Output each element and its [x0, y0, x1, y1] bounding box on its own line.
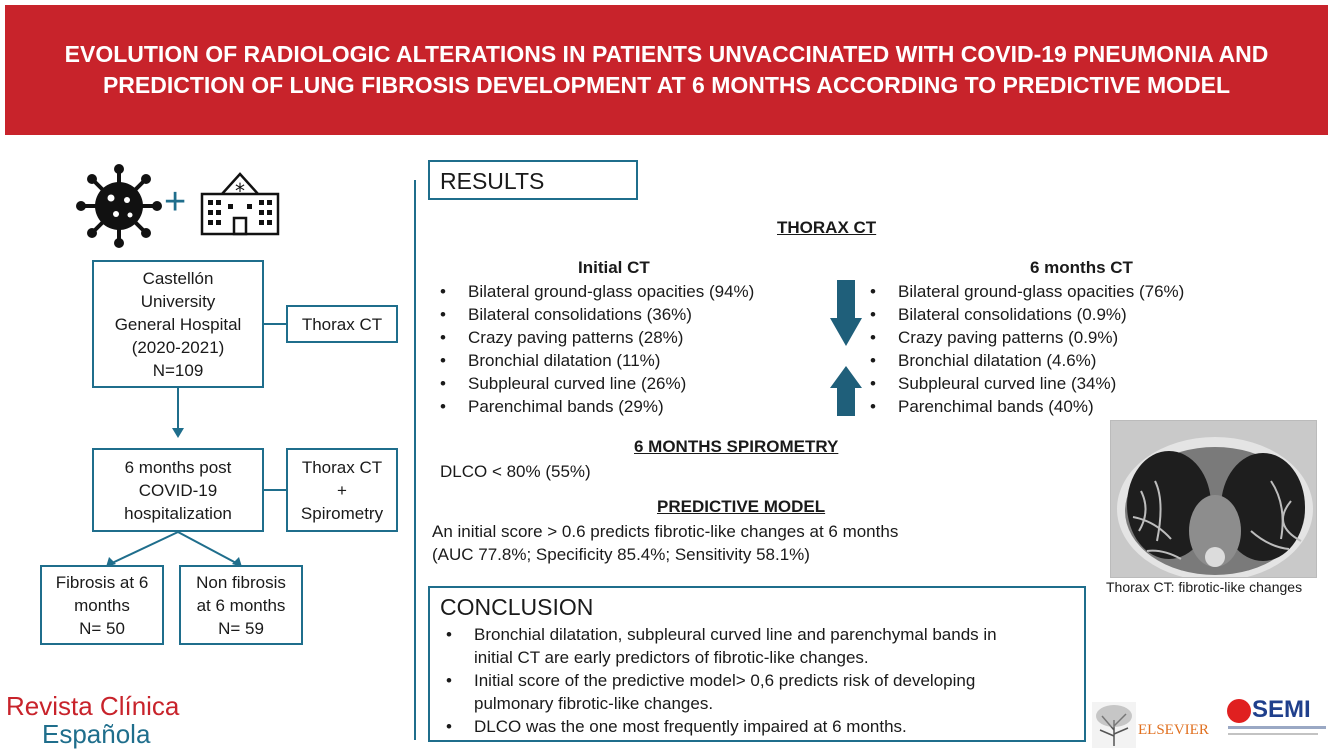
connector-line [264, 489, 286, 491]
semi-logo-rule [1228, 733, 1318, 735]
fibrosis-box-line: Fibrosis at 6 [55, 572, 149, 592]
svg-text:*: * [235, 179, 245, 203]
hospital-box-line: Castellón [142, 268, 214, 288]
six-month-ct-heading: 6 months CT [1030, 258, 1133, 277]
vertical-divider [414, 180, 416, 740]
list-item: • Crazy paving patterns (28%) [434, 326, 834, 349]
followup-box-line: 6 months post [124, 457, 232, 477]
nonfibrosis-box [179, 565, 303, 645]
fibrosis-box [40, 565, 164, 645]
conclusion-box [428, 586, 1086, 742]
hospital-box-line: N=109 [152, 360, 204, 380]
followup-exams-line: Spirometry [300, 503, 384, 523]
list-item: • Bilateral consolidations (36%) [434, 303, 834, 326]
nonfibrosis-box-line: at 6 months [196, 595, 286, 615]
elsevier-tree-icon [1092, 702, 1136, 748]
virus-icon [76, 164, 162, 248]
list-item [440, 715, 1076, 738]
thorax-ct-heading: THORAX CT [777, 218, 877, 237]
followup-exams-line: Thorax CT [301, 457, 383, 477]
hospital-box-line: General Hospital [114, 314, 242, 334]
arrow-down-icon [830, 280, 862, 346]
list-item: • Bilateral ground-glass opacities (76%) [864, 280, 1284, 303]
nonfibrosis-box-line: N= 59 [218, 618, 264, 638]
followup-box-line: hospitalization [124, 503, 232, 523]
list-item: • Subpleural curved line (26%) [434, 372, 834, 395]
revista-logo-line-1: Revista Clínica [6, 691, 180, 721]
list-item: • Bronchial dilatation (4.6%) [864, 349, 1284, 372]
list-item: • Bilateral ground-glass opacities (94%) [434, 280, 834, 303]
list-item: • Crazy paving patterns (0.9%) [864, 326, 1284, 349]
followup-exams-box [286, 448, 398, 532]
list-item: • Parenchimal bands (29%) [434, 395, 834, 418]
arrow-up-icon [830, 366, 862, 416]
thorax-ct-label: Thorax CT [301, 314, 383, 334]
title-banner [5, 5, 1328, 135]
hospital-icon [198, 164, 282, 236]
revista-logo [6, 692, 179, 748]
list-item: • Subpleural curved line (34%) [864, 372, 1284, 395]
results-title: RESULTS [440, 168, 545, 194]
arrow-down-icon [172, 428, 184, 438]
fibrosis-box-line: months [74, 595, 130, 615]
title-line-1: EVOLUTION OF RADIOLOGIC ALTERATIONS IN PATIENTS UNVACCINATED WITH COVID-19 PNEUMONIA AND [64, 41, 1269, 67]
initial-ct-heading: Initial CT [578, 258, 650, 277]
results-title-box [428, 160, 638, 200]
connector-line [264, 323, 286, 325]
title-line-2: PREDICTION OF LUNG FIBROSIS DEVELOPMENT AT 6 MONTHS ACCORDING TO PREDICTIVE MODEL [102, 72, 1231, 98]
nonfibrosis-box-line: Non fibrosis [196, 572, 286, 592]
conclusion-line: • Initial score of the predictive model> 0,6 predicts risk of developing [474, 671, 976, 690]
six-month-ct-list [864, 280, 1284, 418]
initial-ct-list [434, 280, 834, 418]
conclusion-line: initial CT are early predictors of fibrotic-like changes. [474, 648, 869, 667]
thorax-ct-box [286, 305, 398, 343]
elsevier-logo-text: ELSEVIER [1138, 722, 1209, 738]
model-line-2: (AUC 77.8%; Specificity 85.4%; Sensitivity 58.1%) [432, 545, 810, 564]
semi-logo-text: SEMI [1252, 696, 1311, 723]
spirometry-text: DLCO < 80% (55%) [440, 462, 591, 481]
list-item: • Parenchimal bands (40%) [864, 395, 1284, 418]
conclusion-line: • Bronchial dilatation, subpleural curved line and parenchymal bands in [474, 625, 997, 644]
followup-box-line: COVID-19 [138, 480, 218, 500]
hospital-box [92, 260, 264, 388]
ct-image-caption: Thorax CT: fibrotic-like changes [1106, 579, 1303, 595]
ct-scan-image [1110, 420, 1317, 578]
followup-box [92, 448, 264, 532]
list-item [440, 623, 1076, 669]
connector-line [177, 388, 179, 432]
conclusion-line: • DLCO was the one most frequently impaired at 6 months. [474, 717, 907, 736]
conclusion-line: pulmonary fibrotic-like changes. [474, 694, 714, 713]
plus-sign: + [164, 181, 187, 223]
model-line-1: An initial score > 0.6 predicts fibrotic-like changes at 6 months [432, 522, 899, 541]
split-arrows [96, 530, 256, 570]
fibrosis-box-line: N= 50 [79, 618, 125, 638]
conclusion-title: CONCLUSION [440, 594, 594, 620]
list-item: • Bilateral consolidations (0.9%) [864, 303, 1284, 326]
list-item [440, 669, 1076, 715]
hospital-box-line: University [140, 291, 216, 311]
semi-logo-rule [1228, 726, 1326, 729]
model-heading: PREDICTIVE MODEL [657, 497, 826, 516]
hospital-box-line: (2020-2021) [131, 337, 225, 357]
conclusion-list [440, 623, 1076, 738]
semi-logo-icon [1226, 698, 1252, 724]
list-item: • Bronchial dilatation (11%) [434, 349, 834, 372]
ct-scan-drawing [1111, 421, 1317, 578]
followup-exams-line: + [337, 480, 347, 500]
revista-logo-line-2: Española [42, 719, 151, 749]
spirometry-heading: 6 MONTHS SPIROMETRY [634, 437, 839, 456]
